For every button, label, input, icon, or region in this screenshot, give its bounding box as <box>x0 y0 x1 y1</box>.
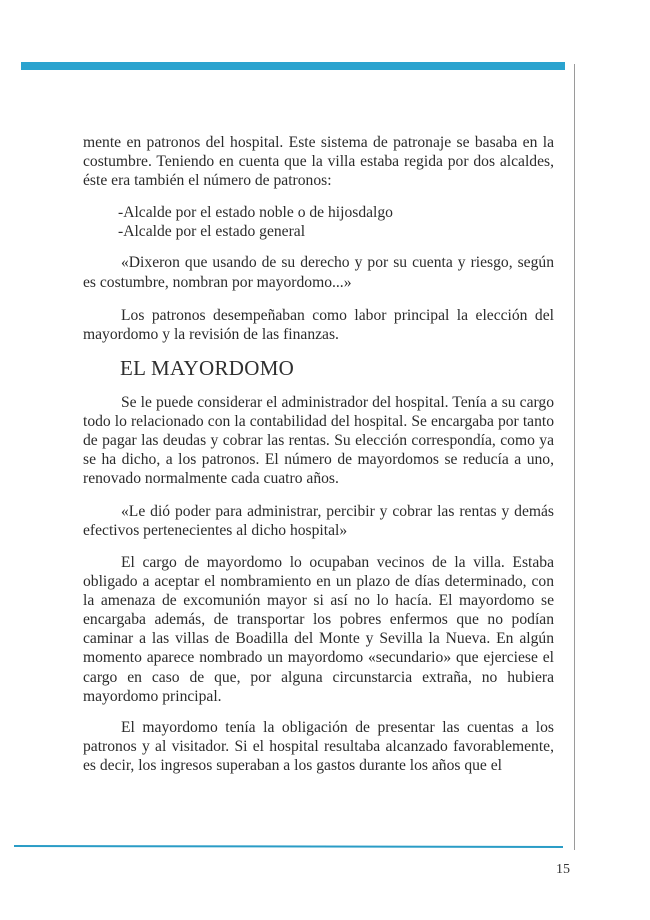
paragraph-mayordomo-administrador: Se le puede considerar el administrador del hospital. Tenía a su cargo todo lo relacionado con la contabilidad del hospital. Se encargaba por tanto de pagar las deudas y cobrar las rentas. Su elección correspondía, como ya se ha dicho, a los patronos. El número de mayordomos se reducía a uno, renovado normalmente cada cuatro años. <box>83 393 554 488</box>
quote-le-dio-poder: «Le dió poder para administrar, percibir y cobrar las rentas y demás efectivos pertenecientes al dicho hospital» <box>83 503 554 540</box>
bottom-accent-rule <box>14 845 563 848</box>
paragraph-obligacion-cuentas: El mayordomo tenía la obligación de presentar las cuentas a los patronos y al visitador. Si el hospital resultaba alcanzado favorablemente, es decir, los ingresos superaban a los gastos durante los años que el <box>83 719 554 775</box>
quote-dixeron: «Dixeron que usando de su derecho y por su cuenta y riesgo, según es costumbre, nombran por mayordomo...» <box>83 254 554 291</box>
list-item-alcalde-noble: -Alcalde por el estado noble o de hijosdalgo <box>118 203 393 221</box>
section-heading-mayordomo: EL MAYORDOMO <box>120 356 295 381</box>
list-item-alcalde-general: -Alcalde por el estado general <box>118 222 306 240</box>
paragraph-patronos-intro: mente en patronos del hospital. Este sistema de patronaje se basaba en la costumbre. Teniendo en cuenta que la villa estaba regida por dos alcaldes, éste era también el número de patronos: <box>83 134 554 190</box>
page-number: 15 <box>556 862 570 877</box>
page-body <box>83 133 554 776</box>
right-margin-rule <box>574 64 575 850</box>
paragraph-patronos-labor: Los patronos desempeñaban como labor principal la elección del mayordomo y la revisión de las finanzas. <box>83 306 554 343</box>
top-accent-bar <box>21 62 565 70</box>
paragraph-cargo-mayordomo: El cargo de mayordomo lo ocupaban vecinos de la villa. Estaba obligado a aceptar el nombramiento en un plazo de días determinado, con la amenaza de excomunión mayor si así no lo hacía. El mayordomo se encargaba además, de transportar los pobres enfermos que no podían caminar a las villas de Boadilla del Monte y Sevilla la Nueva. En algún momento aparece nombrado un mayordomo «secundario» que ejerciese el cargo en caso de que, por alguna circunstarcia extraña, no hubiera mayordomo principal. <box>83 554 554 705</box>
